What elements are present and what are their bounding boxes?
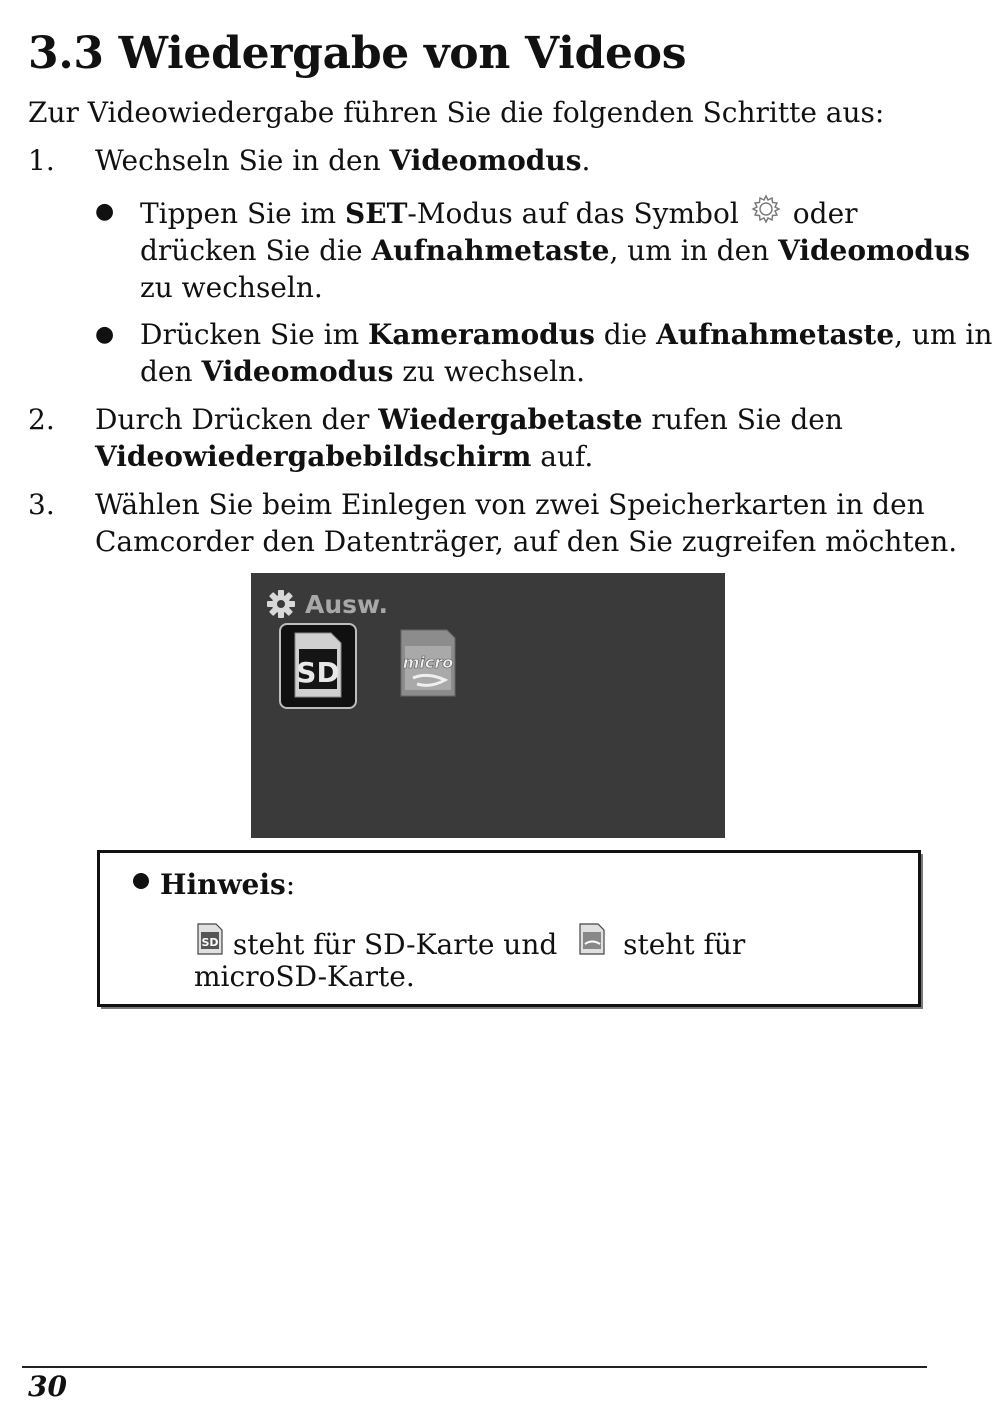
bullet-dot: ● — [95, 199, 115, 224]
intro-text: Zur Videowiedergabe führen Sie die folgenden Schritte aus: — [28, 96, 885, 129]
microsd-card-option[interactable] — [397, 628, 459, 698]
step-text: Durch Drücken der Wiedergabetaste rufen Sie den Videowiedergabebildschirm auf. — [95, 403, 843, 473]
footer-rule — [22, 1366, 927, 1368]
note-bullet — [133, 873, 149, 889]
bullet-text: Drücken Sie im Kameramodus die Aufnahmetaste, um in den Videomodus zu wechseln. — [140, 318, 992, 388]
sd-card-mini-icon — [194, 922, 224, 956]
step-text: Wählen Sie beim Einlegen von zwei Speicherkarten in den Camcorder den Datenträger, auf den Sie zugreifen möchten. — [95, 488, 958, 558]
sd-card-icon — [281, 625, 355, 707]
svg-text:SD: SD — [201, 936, 219, 949]
note-heading: Hinweis: — [160, 868, 296, 901]
note-text-cont: microSD-Karte. — [194, 960, 415, 993]
settings-gear-icon — [747, 193, 785, 227]
screen-header — [265, 587, 388, 621]
step-number: 1. — [28, 144, 55, 177]
sd-card-option[interactable] — [279, 623, 357, 709]
step-number: 3. — [28, 488, 55, 521]
microsd-card-icon — [397, 628, 459, 698]
bullet-text: Tippen Sie im SET-Modus auf das Symbol oder drücken Sie die Aufnahmetaste, um in den Videomodus zu wechseln. — [140, 193, 970, 306]
page-number: 30 — [28, 1370, 67, 1403]
screen-title: Ausw. — [305, 589, 389, 619]
camera-screen-image — [251, 573, 725, 838]
step-text: Wechseln Sie in den Videomodus. — [95, 144, 591, 177]
page-title: 3.3 Wiedergabe von Videos — [28, 28, 687, 79]
sd-card-label: SD — [296, 656, 340, 689]
microsd-card-label: micro — [402, 653, 454, 672]
microsd-card-mini-icon — [576, 922, 606, 956]
bullet-dot: ● — [95, 322, 115, 347]
settings-gear-icon — [265, 588, 297, 620]
note-text: SD steht für SD-Karte und steht für — [194, 922, 745, 963]
step-number: 2. — [28, 403, 55, 436]
